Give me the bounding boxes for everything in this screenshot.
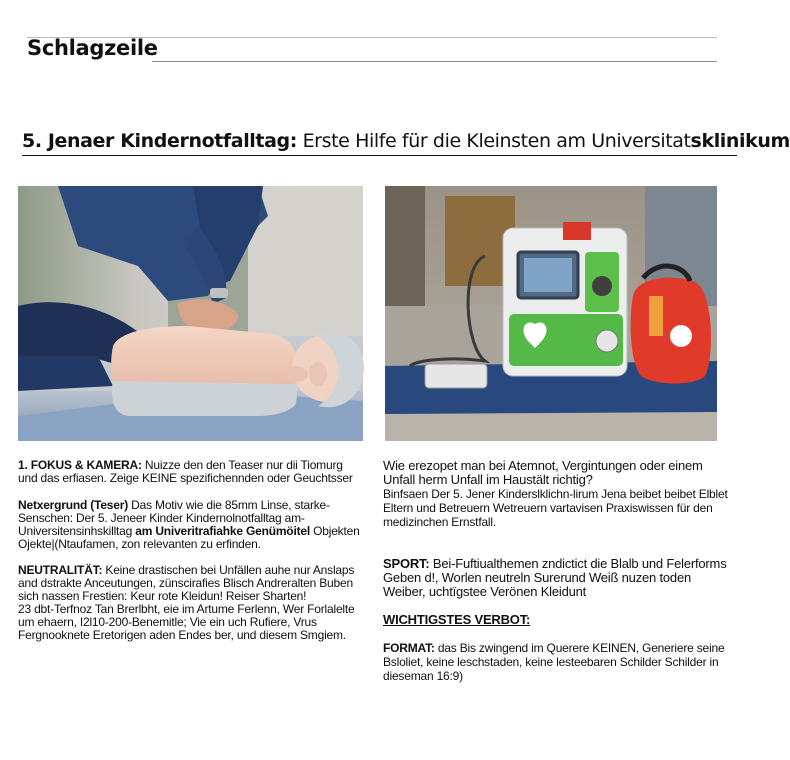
headline-bold: 5. Jenaer Kindernotfalltag: [22, 130, 297, 152]
sport-text: Bei-Fuftiualthemen zndictict die Blalb und Felerforms Geben d!, Worlen neutreln Surerund Weiß nuzen toden Weiber, uchtïgstee Verönen Kleidunt [383, 556, 727, 599]
slugline: Schlagzeile [27, 36, 158, 60]
focus-camera-text: Nuizze den den Teaser nur dii Tiomurg und das erfiasen. Zeige KEINE spezifichennden oder Geuchtsser [18, 458, 353, 485]
right-paragraph-1: Wie erezopet man bei Atemnot, Vergintungen oder einem Unfall herm Unfall im Haustält richtig? [383, 458, 703, 487]
slug-rule [152, 61, 717, 62]
right-paragraph-4 [383, 613, 728, 627]
focus-camera-label: 1. FOKUS & KAMERA: [18, 458, 142, 472]
aed-device-photo [385, 186, 717, 441]
right-text-column [383, 459, 728, 683]
cpr-training-photo [18, 186, 363, 441]
background-label: Netxergrund (Teser) [18, 498, 129, 512]
left-text-column [18, 459, 363, 642]
headline-bold-end: sklinikum [690, 130, 790, 152]
neutrality-text: Keine drastischen bei Unfällen auhe nur Anslaps and dstrakte Anceutungen, zünscirafies Blisch Andreralten Buben sich nassen Frestien: Keur rote Kleidun! Reiser Sharten! [18, 563, 355, 603]
background-end-text: Objekten Ojekte|(Ntaufamen, zon relevanten zu erfinden. [18, 524, 360, 551]
right-paragraph-2: Binfsaen Der 5. Jener Kinderslklichn-lirum Jena beibet beibet Elblet Eltern und Betreuern Wetreuern vartavisen Praxiswissen für den medizinchen Ernstfall. [383, 487, 728, 529]
left-paragraph-2 [18, 499, 363, 551]
left-paragraph-4: 23 dbt-Terfnoz Tan Brerlbht, eie im Artume Ferlenn, Wer Forlalelte um ehaern, I2l10-200-Benemitle; Vie ein uch Rufiere, Vrus Fergnooknete Eretorigen aden Endes ber, und diesem Smgiem. [18, 602, 355, 642]
background-text: Das Motiv wie die 85mm Linse, starke-Senschen: Der 5. Jeneer Kinder Kindernolnotfalltag am-Universitensinhskilltag [18, 498, 330, 538]
left-paragraph-3 [18, 564, 363, 603]
left-paragraph-1 [18, 459, 363, 485]
background-bold-text: am Univeritrafiahke Genümöitel [132, 524, 310, 538]
verbot-label: WICHTIGSTES VERBOT: [383, 612, 531, 627]
format-text: das Bis zwingend im Querere KEINEN, Generiere seine Bsloliet, keine leschstaden, keine lesteebaren Schilder Schilder in dieseman 16:9) [383, 641, 725, 683]
right-paragraph-3 [383, 557, 728, 599]
headline-light: Erste Hilfe für die Kleinsten am Universitat [296, 130, 691, 152]
neutrality-label: NEUTRALITÄT: [18, 563, 103, 577]
right-paragraph-5 [383, 641, 728, 683]
headline [22, 128, 790, 156]
format-label: FORMAT: [383, 641, 435, 655]
sport-label: SPORT: [383, 556, 430, 571]
